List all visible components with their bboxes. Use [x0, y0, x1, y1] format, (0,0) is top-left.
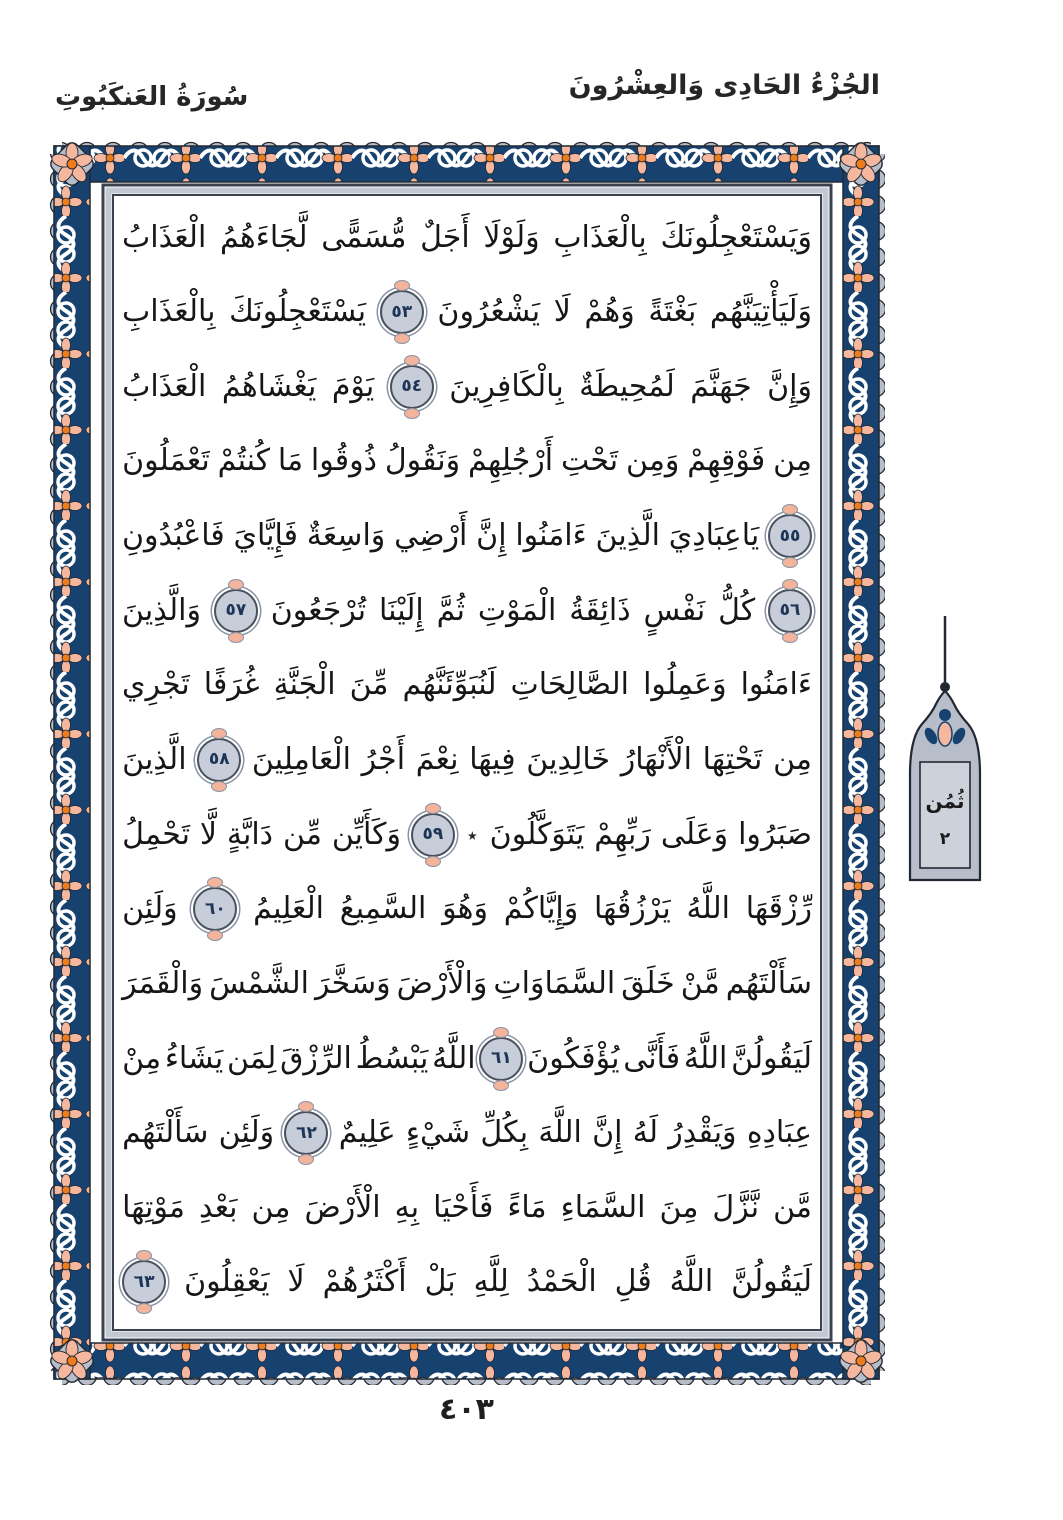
quran-word: يَغْشَاهُمُ: [221, 368, 317, 404]
quran-word: وَلَئِن: [122, 891, 178, 927]
quran-word: وَالْقَمَرَ: [122, 965, 204, 1001]
quran-word: الشَّمْسَ: [209, 965, 309, 1001]
quran-word: وَسَخَّرَ: [315, 965, 391, 1001]
quran-word: يَاعِبَادِيَ: [668, 518, 760, 554]
quran-word: لَا: [287, 1264, 305, 1300]
quran-word: رَبِّهِمْ: [594, 816, 651, 852]
quran-word: مِن: [773, 443, 812, 479]
quran-word: السَّمِيعُ: [339, 891, 427, 927]
quran-line: [122, 724, 812, 795]
thumn-label: ثُمُن: [925, 789, 965, 813]
quran-word: ذَائِقَةُ: [569, 592, 631, 628]
quran-word: سَأَلْتَهُم: [725, 965, 812, 1001]
verse-end-marker: ٥٦: [768, 589, 812, 633]
quran-word: يَبْسُطُ: [355, 1040, 429, 1076]
quran-word: بَعْدِ: [198, 1189, 238, 1225]
quran-word: وَيَقْدِرُ: [668, 1115, 737, 1151]
verse-end-marker: ٥٨: [197, 738, 241, 782]
quran-word: يَتَوَكَّلُونَ: [489, 816, 585, 852]
quran-word: اللَّهَ: [538, 1115, 582, 1151]
quran-word: جَهَنَّمَ: [690, 368, 752, 404]
quran-word: بَغْتَةً: [648, 294, 697, 330]
quran-word: يَعْقِلُونَ: [184, 1264, 270, 1300]
quran-word: اللَّهُ: [669, 1264, 714, 1300]
quran-word: وَالْأَرْضَ: [396, 965, 488, 1001]
quran-word: الْأَنْهَارُ: [620, 741, 692, 777]
quran-word: الْجَنَّةِ: [273, 667, 336, 703]
quran-word: مُّسَمًّى: [321, 219, 407, 255]
quran-word: مِّن: [282, 816, 322, 852]
quran-line: [122, 351, 812, 422]
quran-word: يَشَاءُ: [164, 1040, 224, 1076]
quran-word: وَهُوَ: [442, 891, 488, 927]
quran-word: الْعَامِلِينَ: [251, 741, 351, 777]
quran-line: [122, 1172, 812, 1243]
quran-word: بِهِ: [394, 1189, 420, 1225]
quran-word: وَإِنَّ: [767, 368, 812, 404]
quran-word: الَّذِينَ: [122, 741, 187, 777]
quran-word: الصَّالِحَاتِ: [510, 667, 630, 703]
quran-word: فَأَنَّى: [623, 1040, 681, 1076]
quran-word: بِكُلِّ: [480, 1115, 529, 1151]
quran-word: مَا: [277, 443, 304, 479]
quran-word: وَكَأَيِّن: [331, 816, 401, 852]
quran-word: خَلَقَ: [621, 965, 675, 1001]
quran-word: عِبَادِهِ: [746, 1115, 812, 1151]
quran-line: [122, 277, 812, 348]
quran-word: نَفْسٍ: [643, 592, 706, 628]
quran-word: بِالْعَذَابِ: [553, 219, 647, 255]
quran-word: لَهُ: [632, 1115, 659, 1151]
verse-end-marker: ٦٣: [122, 1260, 166, 1304]
quran-word: بِالْكَافِرِينَ: [449, 368, 564, 404]
quran-word: بِالْعَذَابِ: [122, 294, 216, 330]
quran-word: خَالِدِينَ: [526, 741, 611, 777]
quran-word: أَجْرُ: [361, 741, 406, 777]
quran-word: السَّمَاوَاتِ: [493, 965, 616, 1001]
quran-line: [122, 575, 812, 646]
quran-word: بَلْ: [424, 1264, 456, 1300]
quran-word: وَيَسْتَعْجِلُونَكَ: [660, 219, 812, 255]
quran-word: مِّنَ: [349, 667, 389, 703]
quran-word: مِن: [773, 741, 812, 777]
quran-line: [122, 1247, 812, 1318]
quran-word: وَلَئِن: [218, 1115, 275, 1151]
quran-word: وَهُمْ: [584, 294, 635, 330]
quran-line: [122, 1098, 812, 1169]
quran-word: وَعَلَى: [660, 816, 729, 852]
quran-word: اللَّهُ: [432, 1040, 476, 1076]
quran-word: الْعَلِيمُ: [253, 891, 325, 927]
quran-word: تَجْرِي: [122, 667, 190, 703]
quran-word: مَوْتِهَا: [122, 1189, 185, 1225]
quran-word: مِنْ: [122, 1040, 162, 1076]
quran-word: إِلَيْنَا: [379, 592, 424, 628]
thumn-number: ٢: [939, 829, 951, 849]
quran-word: إِنَّ: [476, 518, 507, 554]
quran-line: [122, 799, 812, 870]
quran-line: [122, 1023, 812, 1094]
quran-word: الرِّزْقَ: [280, 1040, 352, 1076]
quran-word: ذُوقُوا: [310, 443, 377, 479]
quran-word: الْمَوْتِ: [477, 592, 557, 628]
quran-word: الْأَرْضَ: [304, 1189, 381, 1225]
quran-word: لَيَقُولُنَّ: [731, 1040, 812, 1076]
quran-word: قُلِ: [614, 1264, 652, 1300]
quran-line: [122, 650, 812, 721]
hizb-star-icon: ٭: [466, 822, 478, 847]
surah-header: سُورَةُ العَنكَبُوتِ: [55, 82, 249, 112]
quran-word: لَنُبَوِّئَنَّهُم: [402, 667, 497, 703]
quran-word: ءَامَنُوا: [740, 667, 812, 703]
verse-end-marker: ٥٩: [411, 813, 455, 857]
quran-word: اللَّهُ: [686, 891, 730, 927]
quran-word: السَّمَاءِ: [560, 1189, 646, 1225]
quran-line: [122, 874, 812, 945]
quran-word: مِنَ: [659, 1189, 699, 1225]
verse-end-marker: ٦٢: [284, 1111, 328, 1155]
quran-word: فَوْقِهِمْ: [687, 443, 766, 479]
quran-word: كُلُّ: [718, 592, 756, 628]
quran-word: لَيَقُولُنَّ: [731, 1264, 812, 1300]
quran-word: صَبَرُوا: [738, 816, 812, 852]
quran-word: الْحَمْدُ: [526, 1264, 597, 1300]
quran-word: فَأَحْيَا: [433, 1189, 494, 1225]
verse-end-marker: ٥٥: [768, 514, 812, 558]
quran-word: تُرْجَعُونَ: [270, 592, 367, 628]
thumn-marker-art: [898, 612, 992, 887]
verse-end-marker: ٥٧: [214, 589, 258, 633]
quran-word: لَمُحِيطَةٌ: [579, 368, 675, 404]
quran-line: [122, 501, 812, 572]
quran-word: تَحْمِلُ: [122, 816, 190, 852]
quran-word: ثُمَّ: [436, 592, 465, 628]
quran-word: نَّزَّلَ: [712, 1189, 760, 1225]
quran-word: أَكْثَرُهُمْ: [322, 1264, 407, 1300]
quran-line: [122, 948, 812, 1019]
quran-word: أَرْجُلِهِمْ: [467, 443, 554, 479]
quran-word: اللَّهُ: [683, 1040, 728, 1076]
quran-word: لِلَّهِ: [473, 1264, 509, 1300]
quran-word: عَلِيمٌ: [338, 1115, 396, 1151]
quran-line: [122, 202, 812, 273]
quran-line: [122, 426, 812, 497]
quran-word: سَأَلْتَهُم: [122, 1115, 209, 1151]
quran-word: يُؤْفَكُونَ: [527, 1040, 620, 1076]
quran-word: فِيهَا: [469, 741, 516, 777]
quran-word: شَيْءٍ: [405, 1115, 471, 1151]
verse-end-marker: ٦١: [479, 1037, 523, 1081]
quran-word: وَنَقُولُ: [384, 443, 461, 479]
quran-word: لِمَن: [226, 1040, 277, 1076]
quran-word: يَرْزُقُهَا: [594, 891, 671, 927]
quran-word: الْعَذَابُ: [122, 368, 207, 404]
quran-word: فَاعْبُدُونِ: [122, 518, 225, 554]
quran-word: دَابَّةٍ: [226, 816, 274, 852]
quran-word: وَالَّذِينَ: [122, 592, 201, 628]
page-number: ٤٠٣: [439, 1392, 494, 1427]
juz-header: الجُزْءُ الحَادِى وَالعِشْرُونَ: [568, 70, 880, 101]
quran-word: وَعَمِلُوا: [643, 667, 727, 703]
quran-word: وَإِيَّاكُمْ: [503, 891, 579, 927]
quran-word: نِعْمَ: [415, 741, 459, 777]
quran-word: الْعَذَابُ: [122, 219, 207, 255]
quran-word: مَاءً: [507, 1189, 547, 1225]
quran-word: تَعْمَلُونَ: [122, 443, 210, 479]
quran-word: ءَامَنُوا: [515, 518, 587, 554]
quran-word: غُرَفًا: [203, 667, 260, 703]
quran-word: وَلَيَأْتِيَنَّهُم: [709, 294, 812, 330]
quran-word: أَجَلٌ: [420, 219, 470, 255]
quran-word: يَوْمَ: [331, 368, 375, 404]
quran-word: مِن: [251, 1189, 291, 1225]
quran-word: فَإِيَّايَ: [233, 518, 298, 554]
quran-word: تَحْتِ: [560, 443, 619, 479]
quran-word: وَاسِعَةٌ: [306, 518, 386, 554]
quran-word: أَرْضِي: [394, 518, 468, 554]
quran-word: مَّن: [773, 1189, 812, 1225]
quran-word: تَحْتِهَا: [702, 741, 763, 777]
quran-word: يَسْتَعْجِلُونَكَ: [229, 294, 367, 330]
quran-word: وَلَوْلَا: [483, 219, 540, 255]
quran-word: لَا: [553, 294, 571, 330]
quran-word: كُنتُمْ: [217, 443, 270, 479]
quran-word: يَشْعُرُونَ: [437, 294, 541, 330]
quran-word: وَمِن: [625, 443, 680, 479]
quran-lines: [116, 198, 818, 1322]
quran-word: مَّنْ: [680, 965, 720, 1001]
quran-word: الَّذِينَ: [595, 518, 660, 554]
thumn-marker: [898, 612, 992, 887]
verse-end-marker: ٥٣: [380, 290, 424, 334]
verse-end-marker: ٦٠: [193, 887, 237, 931]
quran-word: رِّزْقَهَا: [745, 891, 812, 927]
quran-word: إِنَّ: [592, 1115, 623, 1151]
quran-word: لَّجَاءَهُمُ: [219, 219, 308, 255]
verse-end-marker: ٥٤: [390, 365, 434, 409]
quran-word: لَّا: [199, 816, 217, 852]
